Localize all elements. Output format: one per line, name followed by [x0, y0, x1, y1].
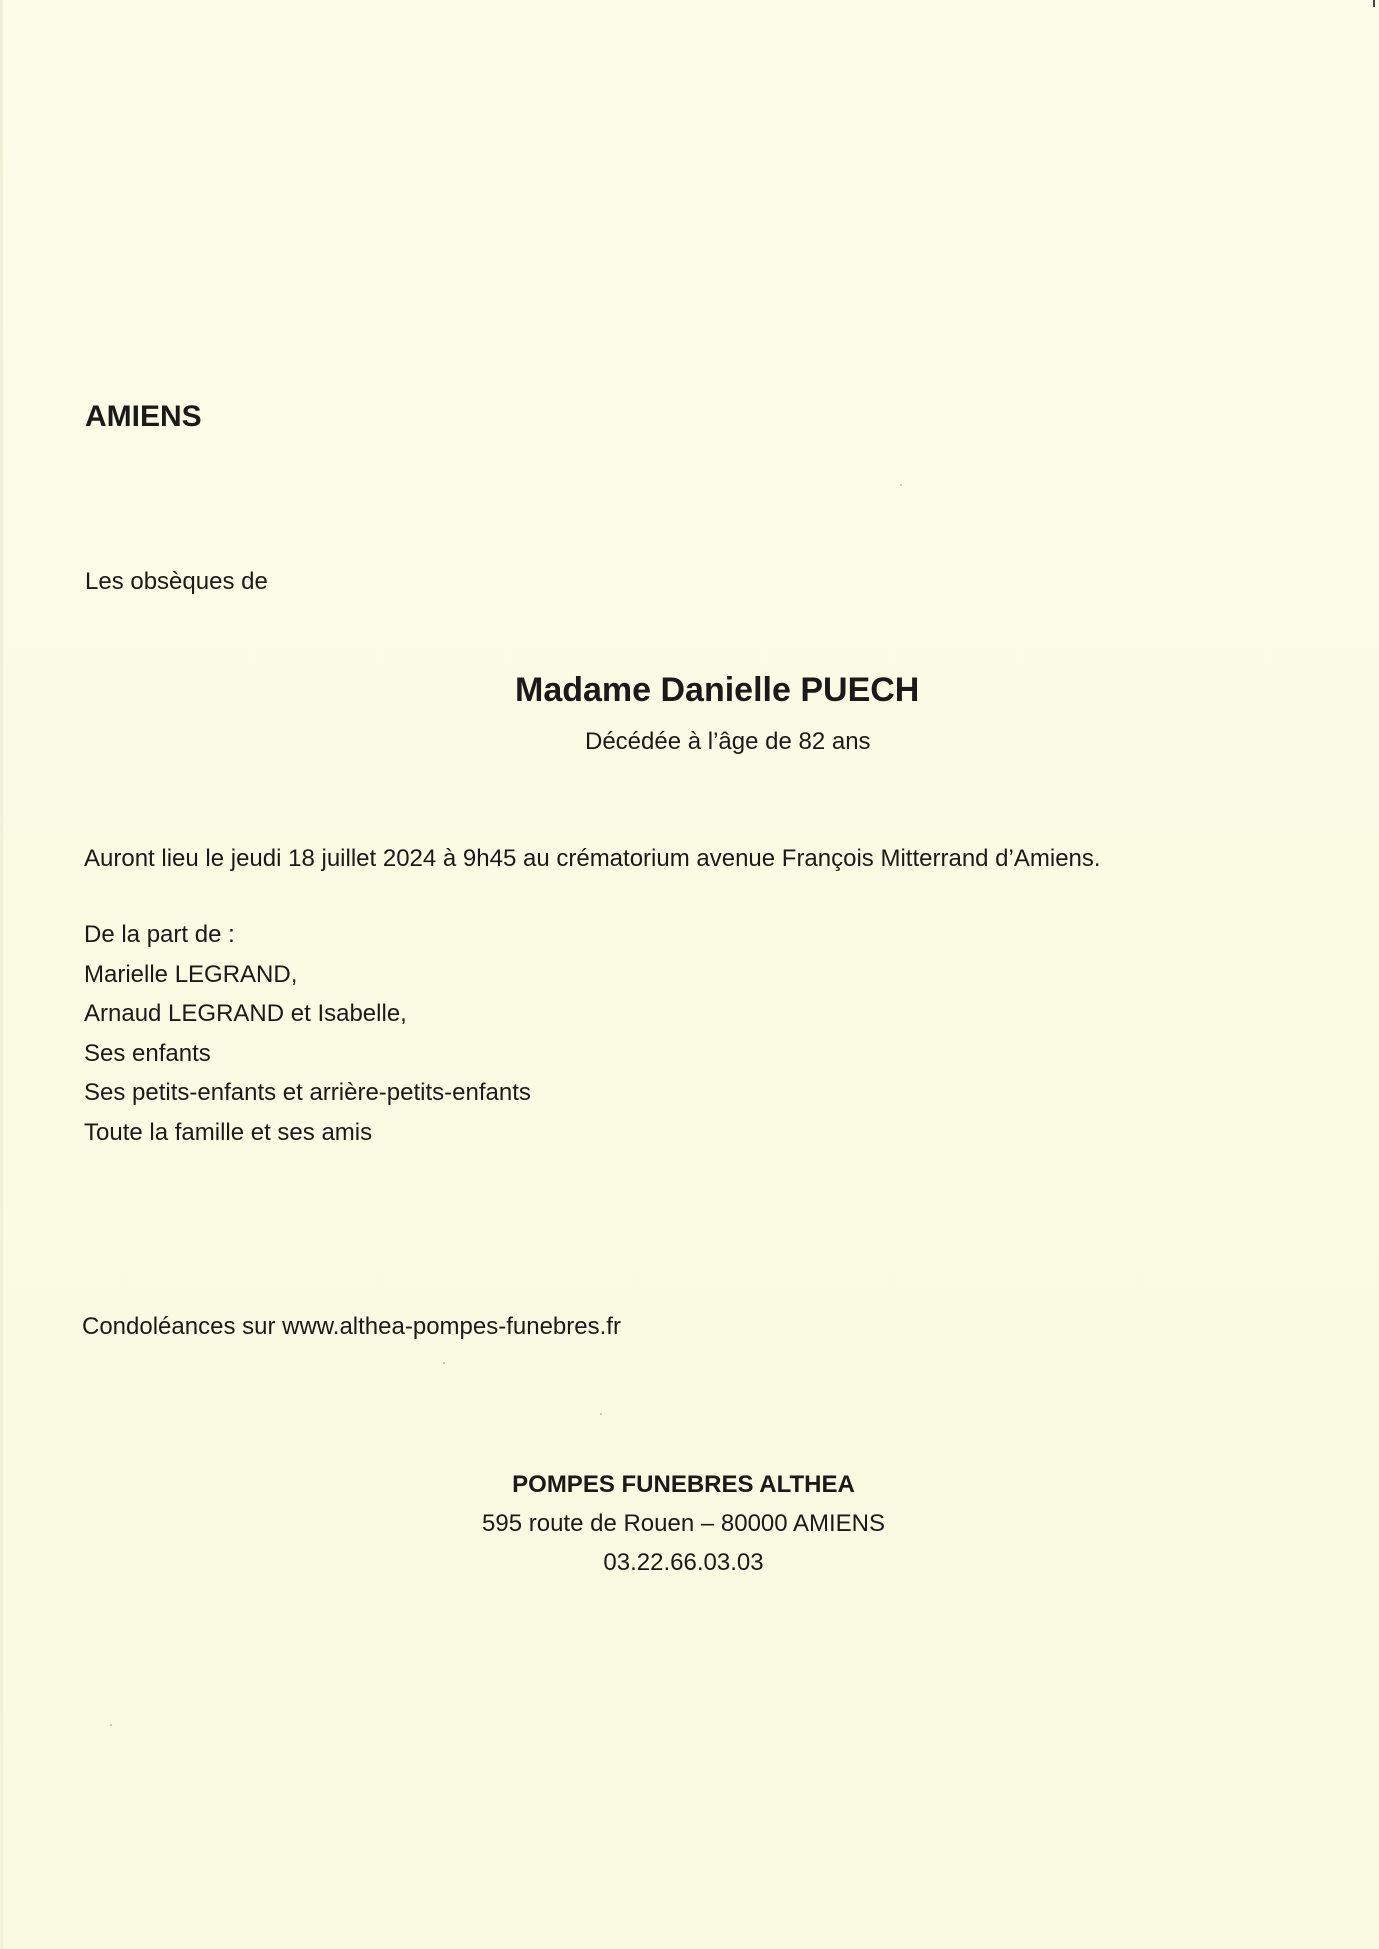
ceremony-details: Auront lieu le jeudi 18 juillet 2024 à 9h45 au crématorium avenue François Mitterrand d’Amiens. [84, 845, 1101, 872]
family-line: Ses enfants [84, 1039, 211, 1067]
company-name: POMPES FUNEBRES ALTHEA [512, 1471, 855, 1498]
scan-mark [1373, 0, 1375, 7]
company-phone: 03.22.66.03.03 [603, 1549, 764, 1576]
paper-speck [600, 1413, 602, 1415]
intro-text: Les obsèques de [85, 568, 268, 595]
family-line: Ses petits-enfants et arrière-petits-enfants [84, 1079, 531, 1106]
company-address: 595 route de Rouen – 80000 AMIENS [482, 1510, 885, 1537]
family-line: Arnaud LEGRAND et Isabelle, [84, 1000, 407, 1027]
funeral-home-block [0, 1470, 1379, 1587]
paper-speck [900, 484, 902, 486]
city-heading: AMIENS [85, 400, 202, 433]
paper-edge [0, 0, 3, 1949]
deceased-name: Madame Danielle PUECH [515, 671, 920, 709]
condolences-line: Condoléances sur www.althea-pompes-funebres.fr [82, 1313, 621, 1340]
family-list [84, 920, 531, 1157]
paper-speck [110, 1724, 112, 1726]
from-label: De la part de : [84, 921, 235, 948]
paper-speck [443, 1362, 445, 1364]
family-line: Marielle LEGRAND, [84, 960, 298, 988]
family-line: Toute la famille et ses amis [84, 1118, 373, 1146]
age-line: Décédée à l’âge de 82 ans [585, 728, 871, 755]
